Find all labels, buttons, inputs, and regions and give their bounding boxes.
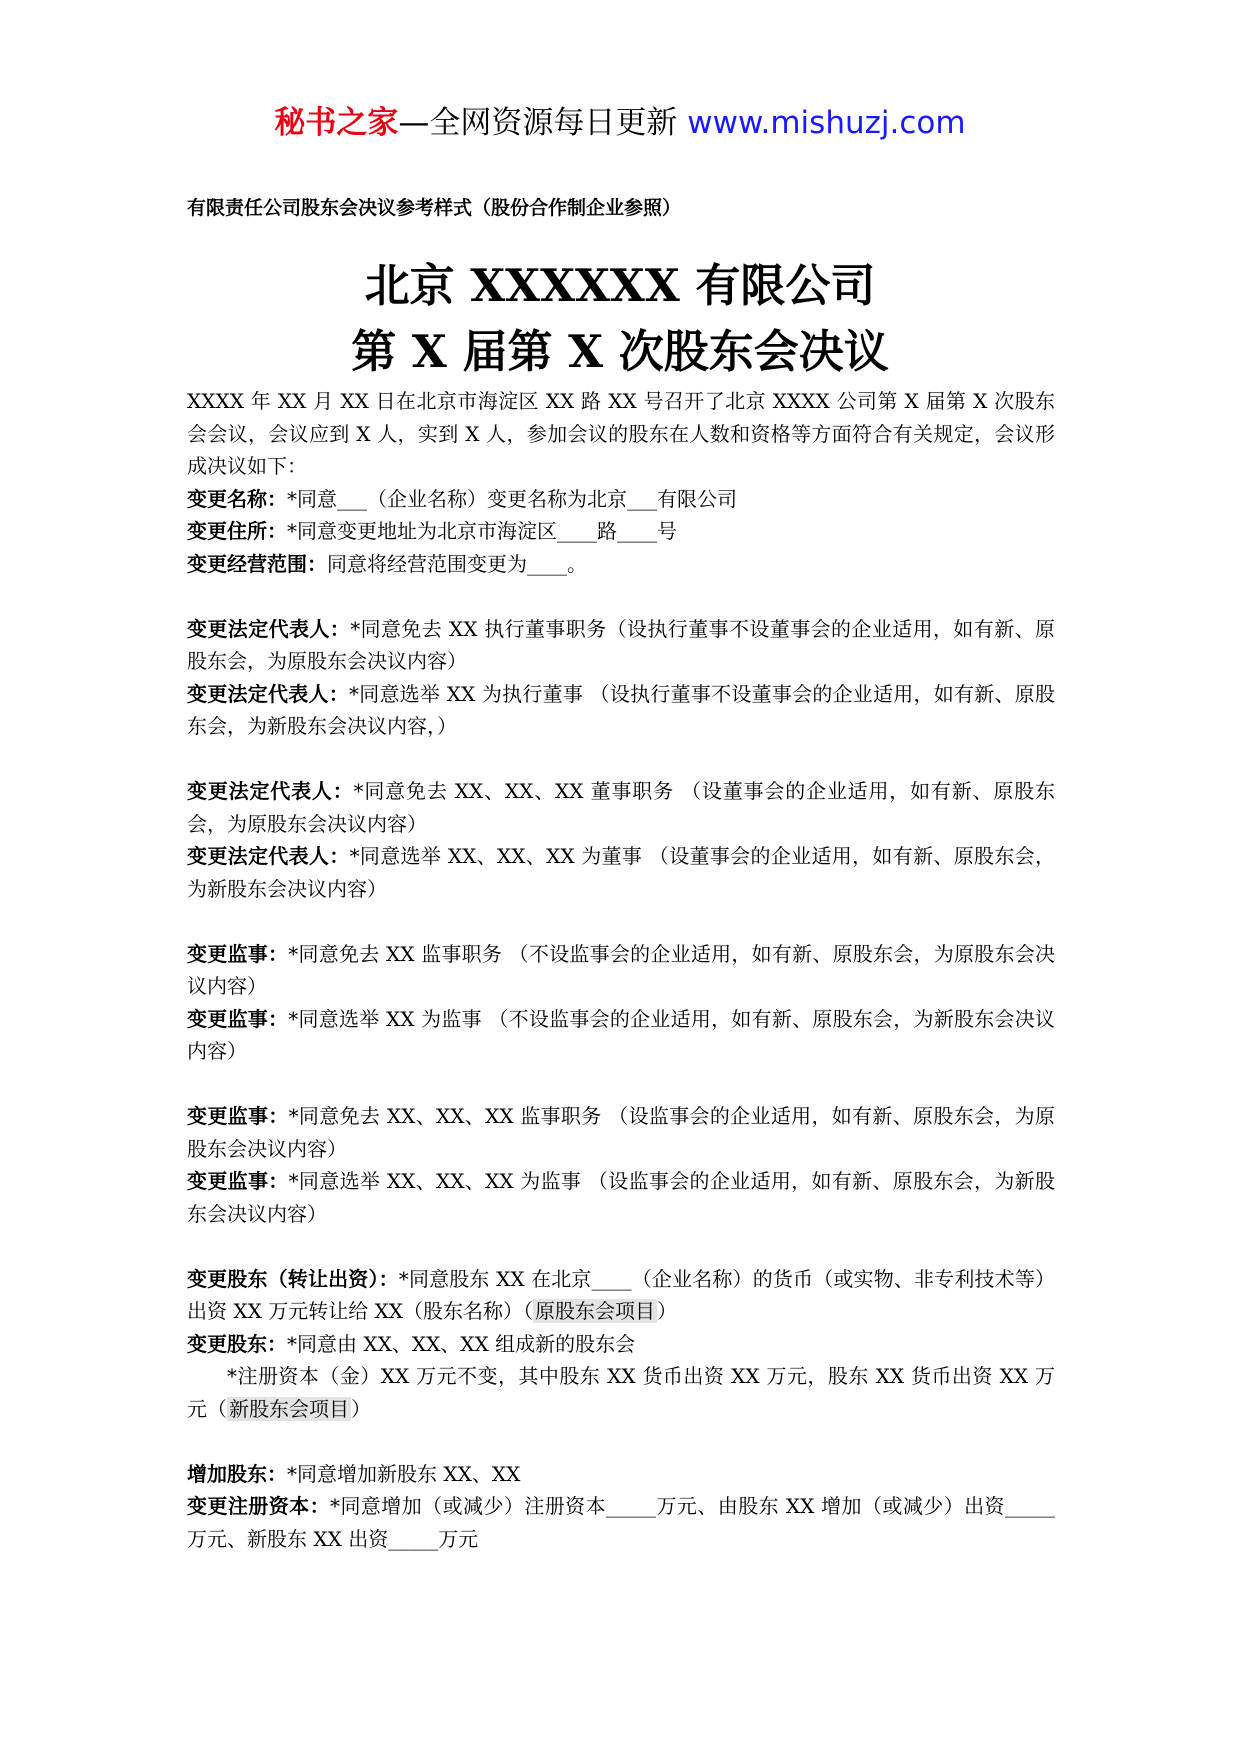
item-supervisor-remove-single (187, 938, 1055, 1003)
item-label: 变更股东（转让出资）： (187, 1266, 399, 1291)
spacer (187, 580, 1055, 613)
item-tail: ） (351, 1396, 371, 1421)
item-label: 变更法定代表人： (187, 779, 354, 803)
item-text: *同意选举 XX 为监事 （不设监事会的企业适用，如有新、原股东会，为新股东会决议内容） (187, 1006, 1055, 1063)
item-tail: ） (657, 1299, 678, 1323)
item-text: *同意股东 XX 在北京____（企业名称）的货币（或实物、非专利技术等）出资 XX 万元转让给 XX（股东名称）（ (187, 1266, 1055, 1323)
item-label: 变更法定代表人： (187, 616, 351, 641)
item-text: *同意免去 XX 执行董事职务（设执行董事不设董事会的企业适用，如有新、原股东会，为原股东会决议内容） (187, 616, 1055, 673)
item-text: *同意选举 XX 为执行董事 （设执行董事不设董事会的企业适用，如有新、原股东会，为新股东会决议内容，） (187, 681, 1055, 738)
item-shareholder-transfer (187, 1263, 1055, 1328)
item-label: 变更住所： (187, 519, 287, 543)
item-text: *同意增加新股东 XX、XX (287, 1461, 521, 1486)
item-text: *同意免去 XX、XX、XX 监事职务 （设监事会的企业适用，如有新、原股东会，为原股东会决议内容） (187, 1104, 1055, 1161)
item-text: *同意选举 XX、XX、XX 为董事 （设董事会的企业适用，如有新、原股东会，为新股东会决议内容） (187, 844, 1055, 901)
highlight-note: 新股东会项目 (229, 1396, 349, 1421)
item-label: 变更监事： (187, 941, 289, 966)
spacer (187, 1230, 1055, 1263)
item-text: *同意增加（或减少）注册资本_____万元、由股东 XX 增加（或减少）出资_____万元、新股东 XX 出资_____万元 (187, 1494, 1055, 1551)
item-label: 变更法定代表人： (187, 681, 349, 706)
title-company: 北京 XXXXXX 有限公司 (364, 259, 876, 312)
banner-url[interactable]: www.mishuzj.com (687, 105, 966, 141)
item-label: 变更注册资本： (187, 1494, 331, 1518)
banner-tagline: —全网资源每日更新 (398, 105, 688, 141)
spacer (187, 905, 1055, 938)
item-label: 增加股东： (187, 1461, 287, 1486)
site-banner (0, 103, 1240, 143)
highlight-note: 原股东会项目 (535, 1299, 656, 1323)
item-label: 变更法定代表人： (187, 844, 350, 868)
item-label: 变更经营范围： (187, 551, 327, 576)
item-supervisor-elect-board (187, 1165, 1055, 1230)
spacer (187, 743, 1055, 776)
item-text: *同意免去 XX 监事职务 （不设监事会的企业适用，如有新、原股东会，为原股东会决议内容） (187, 941, 1055, 998)
item-label: 变更股东： (187, 1331, 287, 1356)
item-shareholder-add (187, 1458, 1055, 1491)
item-text: *同意变更地址为北京市海淀区____路____号 (287, 519, 677, 543)
item-capital-unchanged (187, 1360, 1055, 1425)
item-supervisor-remove-board (187, 1100, 1055, 1165)
item-label: 变更监事： (187, 1006, 289, 1031)
intro-paragraph: XXXX 年 XX 月 XX 日在北京市海淀区 XX 路 XX 号召开了北京 XXXX 公司第 X 届第 X 次股东会会议，会议应到 X 人，实到 X 人，参加会议的股东在人数和资格等方面符合有关规定，会议形成决议如下： (187, 389, 1055, 478)
item-text: *同意选举 XX、XX、XX 为监事 （设监事会的企业适用，如有新、原股东会，为新股东会决议内容） (187, 1169, 1055, 1226)
item-label: 变更名称： (187, 486, 287, 511)
item-scope-change (187, 548, 1055, 581)
item-legal-rep-elect-exec (187, 678, 1055, 743)
item-label: 变更监事： (187, 1169, 289, 1193)
spacer (187, 1068, 1055, 1101)
banner-brand: 秘书之家 (274, 105, 399, 141)
spacer (187, 1425, 1055, 1458)
title-resolution: 第 X 届第 X 次股东会决议 (351, 325, 889, 378)
item-text: *注册资本（金）XX 万元不变，其中股东 XX 货币出资 XX 万元，股东 XX 货币出资 XX 万元（ (187, 1364, 1055, 1421)
item-text: *同意由 XX、XX、XX 组成新的股东会 (287, 1331, 636, 1356)
item-legal-rep-remove-exec (187, 613, 1055, 678)
item-address-change (187, 515, 1055, 548)
item-shareholder-compose (187, 1328, 1055, 1361)
resolution-body (187, 385, 1055, 1555)
item-text: 同意将经营范围变更为____。 (327, 551, 587, 576)
item-capital-change (187, 1490, 1055, 1555)
document-label: 有限责任公司股东会决议参考样式（股份合作制企业参照） (187, 197, 682, 219)
item-text: *同意免去 XX、XX、XX 董事职务 （设董事会的企业适用，如有新、原股东会，为原股东会决议内容） (187, 779, 1055, 836)
item-legal-rep-remove-board (187, 775, 1055, 840)
item-supervisor-elect-single (187, 1003, 1055, 1068)
item-name-change (187, 483, 1055, 516)
item-text: *同意___（企业名称）变更名称为北京___有限公司 (287, 486, 737, 511)
item-legal-rep-elect-board (187, 840, 1055, 905)
item-label: 变更监事： (187, 1104, 289, 1128)
